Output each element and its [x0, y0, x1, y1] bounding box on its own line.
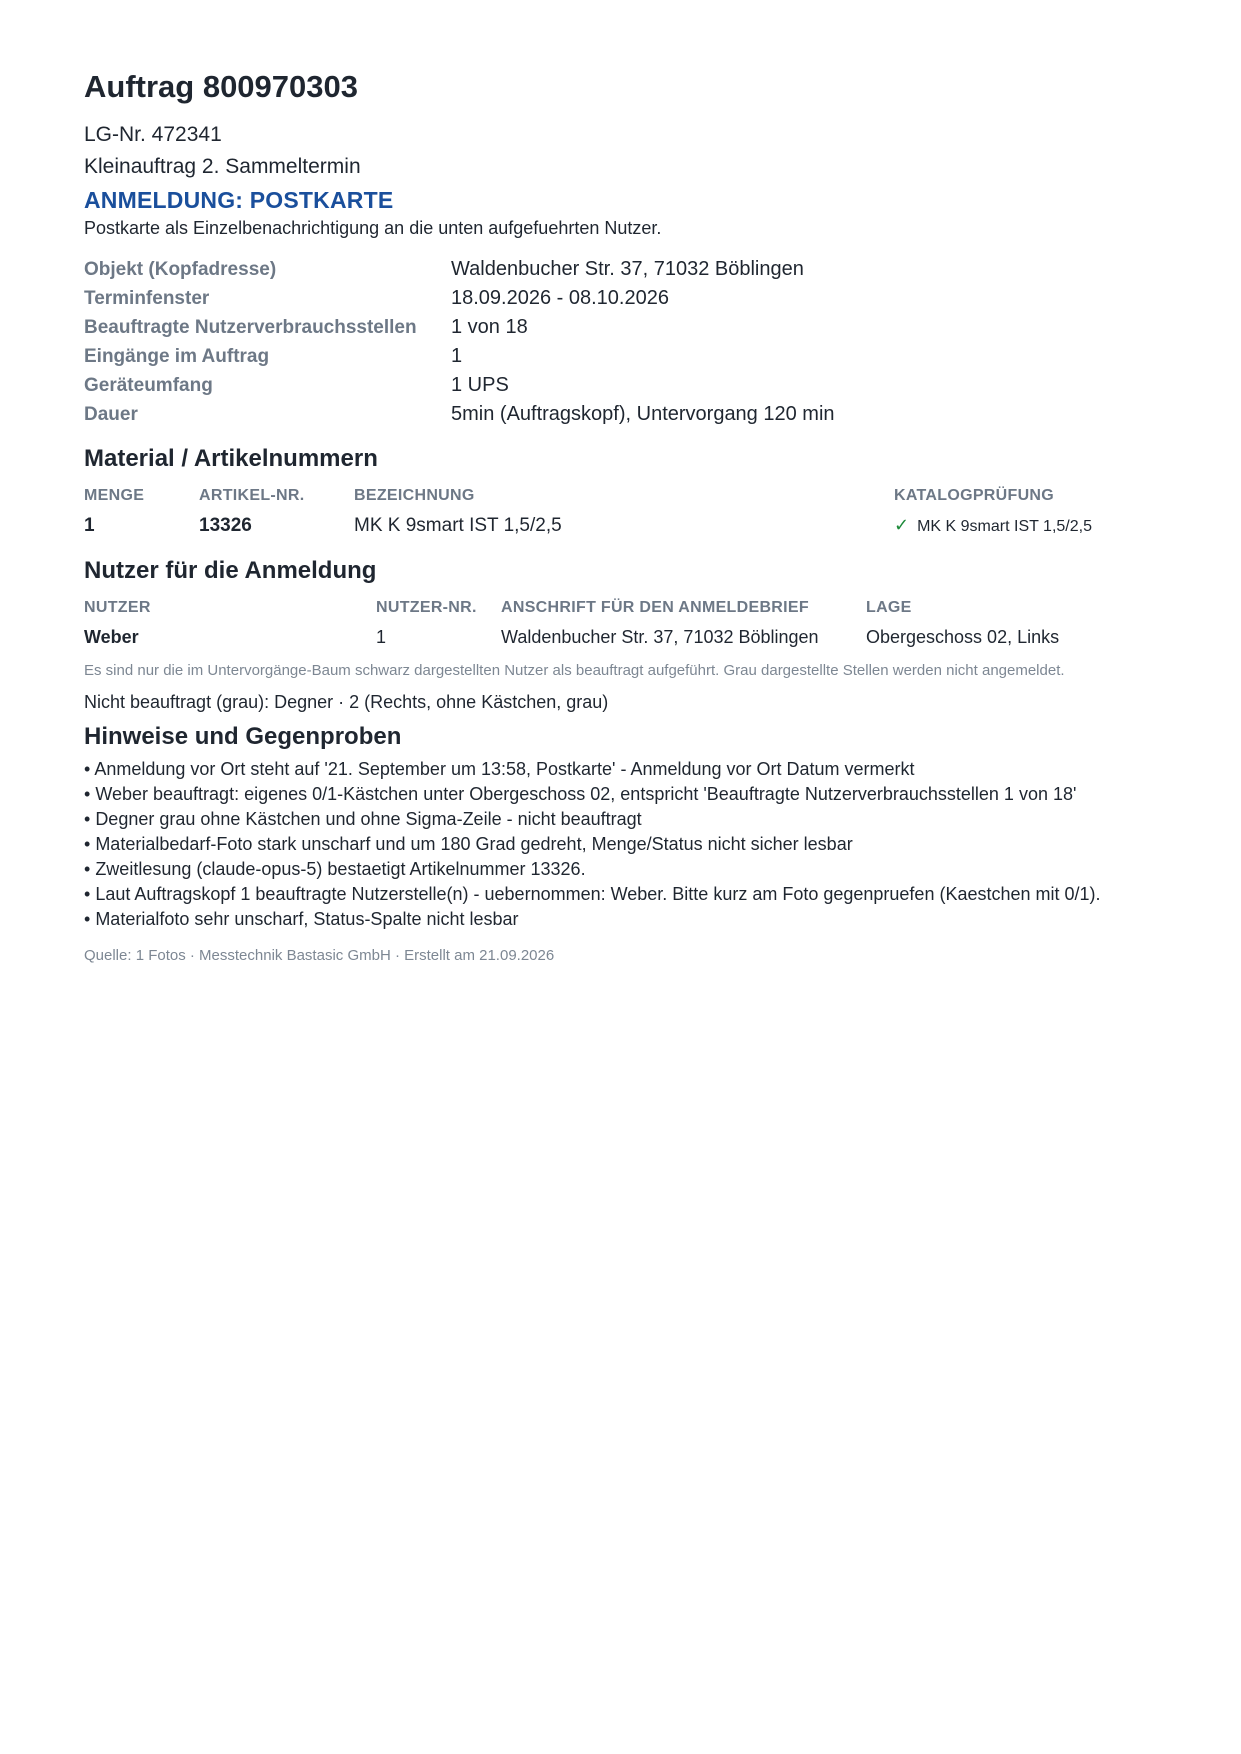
users-note: Es sind nur die im Untervorgänge-Baum schwarz dargestellten Nutzer als beauftragt aufgeführt. Grau dargestellte Stellen werden nicht angemeldet. — [84, 662, 1065, 679]
table-row — [84, 511, 1157, 541]
column-header: BEZEICHNUNG — [354, 487, 475, 504]
catalog-check — [894, 511, 1157, 541]
checkmark-icon: ✓ — [894, 515, 910, 535]
order-details — [84, 255, 1157, 429]
announcement-type: ANMELDUNG: POSTKARTE — [84, 187, 394, 213]
column-header: ARTIKEL-NR. — [199, 487, 305, 504]
column-header: NUTZER-NR. — [376, 599, 477, 616]
list-item: • Weber beauftragt: eigenes 0/1-Kästchen unter Obergeschoss 02, entspricht 'Beauftragte Nutzerverbrauchsstellen 1 von 18' — [84, 782, 1157, 807]
list-item: • Laut Auftragskopf 1 beauftragte Nutzerstelle(n) - uebernommen: Weber. Bitte kurz am Foto gegenpruefen (Kaestchen mit 0/1). — [84, 882, 1157, 907]
user-name: Weber — [84, 627, 139, 647]
material-heading: Material / Artikelnummern — [84, 445, 378, 472]
detail-value: 1 UPS — [451, 374, 509, 396]
detail-label: Geräteumfang — [84, 375, 213, 396]
detail-label: Terminfenster — [84, 288, 210, 309]
material-quantity: 1 — [84, 515, 95, 536]
lg-number: LG-Nr. 472341 — [84, 123, 222, 146]
detail-label: Dauer — [84, 404, 138, 425]
material-header-row — [84, 481, 1157, 511]
detail-value: Waldenbucher Str. 37, 71032 Böblingen — [451, 258, 804, 280]
list-item: • Anmeldung vor Ort steht auf '21. September um 13:58, Postkarte' - Anmeldung vor Ort Datum vermerkt — [84, 757, 1157, 782]
column-header: MENGE — [84, 487, 145, 504]
detail-value: 1 — [451, 345, 463, 367]
detail-label: Eingänge im Auftrag — [84, 346, 270, 367]
list-item: • Degner grau ohne Kästchen und ohne Sigma-Zeile - nicht beauftragt — [84, 807, 1157, 832]
detail-value: 5min (Auftragskopf), Untervorgang 120 min — [451, 403, 835, 425]
user-location: Obergeschoss 02, Links — [866, 627, 1060, 647]
announcement-description: Postkarte als Einzelbenachrichtigung an die unten aufgefuehrten Nutzer. — [84, 218, 662, 238]
column-header: KATALOGPRÜFUNG — [894, 487, 1055, 504]
users-header-row — [84, 593, 1157, 623]
column-header: ANSCHRIFT FÜR DEN ANMELDEBRIEF — [501, 599, 809, 616]
page-title: Auftrag 800970303 — [84, 69, 358, 104]
detail-value: 18.09.2026 - 08.10.2026 — [451, 287, 669, 309]
catalog-check-value: MK K 9smart IST 1,5/2,5 — [917, 518, 1092, 535]
not-assigned-users: Nicht beauftragt (grau): Degner · 2 (Rechts, ohne Kästchen, grau) — [84, 692, 609, 712]
list-item: • Materialfoto sehr unscharf, Status-Spalte nicht lesbar — [84, 907, 1157, 932]
detail-label: Objekt (Kopfadresse) — [84, 259, 277, 280]
user-address: Waldenbucher Str. 37, 71032 Böblingen — [501, 627, 819, 647]
column-header: LAGE — [866, 599, 912, 616]
material-description: MK K 9smart IST 1,5/2,5 — [354, 515, 562, 536]
users-heading: Nutzer für die Anmeldung — [84, 557, 377, 584]
users-table — [84, 593, 1157, 652]
list-item: • Materialbedarf-Foto stark unscharf und um 180 Grad gedreht, Menge/Status nicht sicher lesbar — [84, 832, 1157, 857]
page-footer: Quelle: 1 Fotos · Messtechnik Bastasic GmbH · Erstellt am 21.09.2026 — [84, 947, 555, 964]
order-subtitle: Kleinauftrag 2. Sammeltermin — [84, 155, 361, 178]
material-table — [84, 481, 1157, 541]
hints-list — [84, 757, 1157, 932]
detail-value: 1 von 18 — [451, 316, 528, 338]
list-item: • Zweitlesung (claude-opus-5) bestaetigt Artikelnummer 13326. — [84, 857, 1157, 882]
column-header: NUTZER — [84, 599, 151, 616]
hints-heading: Hinweise und Gegenproben — [84, 723, 402, 750]
detail-label: Beauftragte Nutzerverbrauchsstellen — [84, 317, 417, 338]
user-number: 1 — [376, 627, 387, 647]
material-article-number: 13326 — [199, 515, 252, 536]
table-row — [84, 623, 1157, 652]
